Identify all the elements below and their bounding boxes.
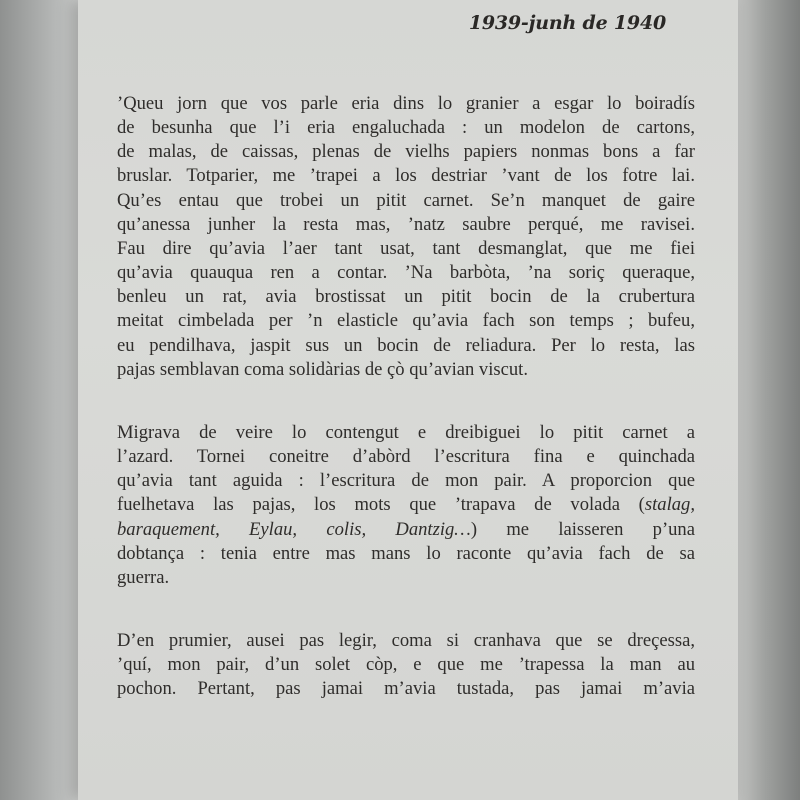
text-line: dobtança : tenia entre mas mans lo raconte qu’avia fach de sa bbox=[117, 542, 695, 564]
text-line-mixed bbox=[117, 493, 695, 517]
text-segment: me laisseren p’una bbox=[477, 518, 695, 540]
text-line: ’Queu jorn que vos parle eria dins lo granier a esgar lo boiradís bbox=[117, 93, 695, 114]
text-line: de besunha que l’i eria engaluchada : un modelon de cartons, bbox=[117, 117, 695, 139]
text-line: Qu’es entau que trobei un pitit carnet. Se’n manquet de gaire bbox=[117, 189, 695, 211]
text-line-mixed: baraquement, Eylau, colis, Dantzig…) me laisseren p’una bbox=[117, 518, 695, 540]
italic-words: baraquement, Eylau, colis, Dantzig… bbox=[117, 518, 471, 540]
text-segment: fuelhetava las pajas, los mots que ’trapava de volada ( bbox=[117, 494, 645, 516]
text-line: ’quí, mon pair, d’un solet còp, e que me ’trapessa la man au bbox=[117, 654, 695, 676]
text-line: eu pendilhava, jaspit sus un bocin de reliadura. Per lo resta, las bbox=[117, 334, 695, 356]
paragraph-2 bbox=[117, 421, 695, 590]
text-line: l’azard. Tornei coneitre d’abòrd l’escritura fina e quinchada bbox=[117, 446, 695, 468]
text-line: de malas, de caissas, plenas de vielhs papiers nonmas bons a far bbox=[117, 141, 695, 163]
book-page bbox=[78, 0, 738, 800]
text-line: pajas semblavan coma solidàrias de çò qu’avian viscut. bbox=[117, 358, 528, 380]
text-line: meitat cimbelada per ’n elasticle qu’avia fach son temps ; bufeu, bbox=[117, 310, 695, 332]
italic-word: stalag, bbox=[644, 494, 695, 516]
text-line: Migrava de veire lo contengut e dreibiguei lo pitit carnet a bbox=[117, 421, 695, 443]
paragraph-3 bbox=[117, 629, 695, 701]
text-line: qu’anessa junher la resta mas, ’natz saubre perqué, me ravisei. bbox=[117, 213, 695, 235]
paragraph-1 bbox=[117, 92, 695, 382]
text-line: benleu un rat, avia brostissat un pitit bocin de la crubertura bbox=[117, 286, 695, 308]
text-line: pochon. Pertant, pas jamai m’avia tustada, pas jamai m’avia bbox=[117, 678, 695, 700]
text-line: qu’avia tant aguida : l’escritura de mon pair. A proporcion que bbox=[117, 470, 695, 492]
running-header: 1939-junh de 1940 bbox=[468, 12, 666, 34]
text-line: Fau dire qu’avia l’aer tant usat, tant desmanglat, que me fiei bbox=[117, 237, 695, 259]
text-line: D’en prumier, ausei pas legir, coma si cranhava que se dreçessa, bbox=[117, 629, 695, 651]
text-line: qu’avia quauqua ren a contar. ’Na barbòta, ’na soriç queraque, bbox=[117, 262, 695, 284]
body-text bbox=[117, 92, 695, 701]
text-line: guerra. bbox=[117, 566, 170, 588]
text-line: bruslar. Totparier, me ’trapei a los destriar ’vant de los fotre lai. bbox=[117, 165, 695, 187]
